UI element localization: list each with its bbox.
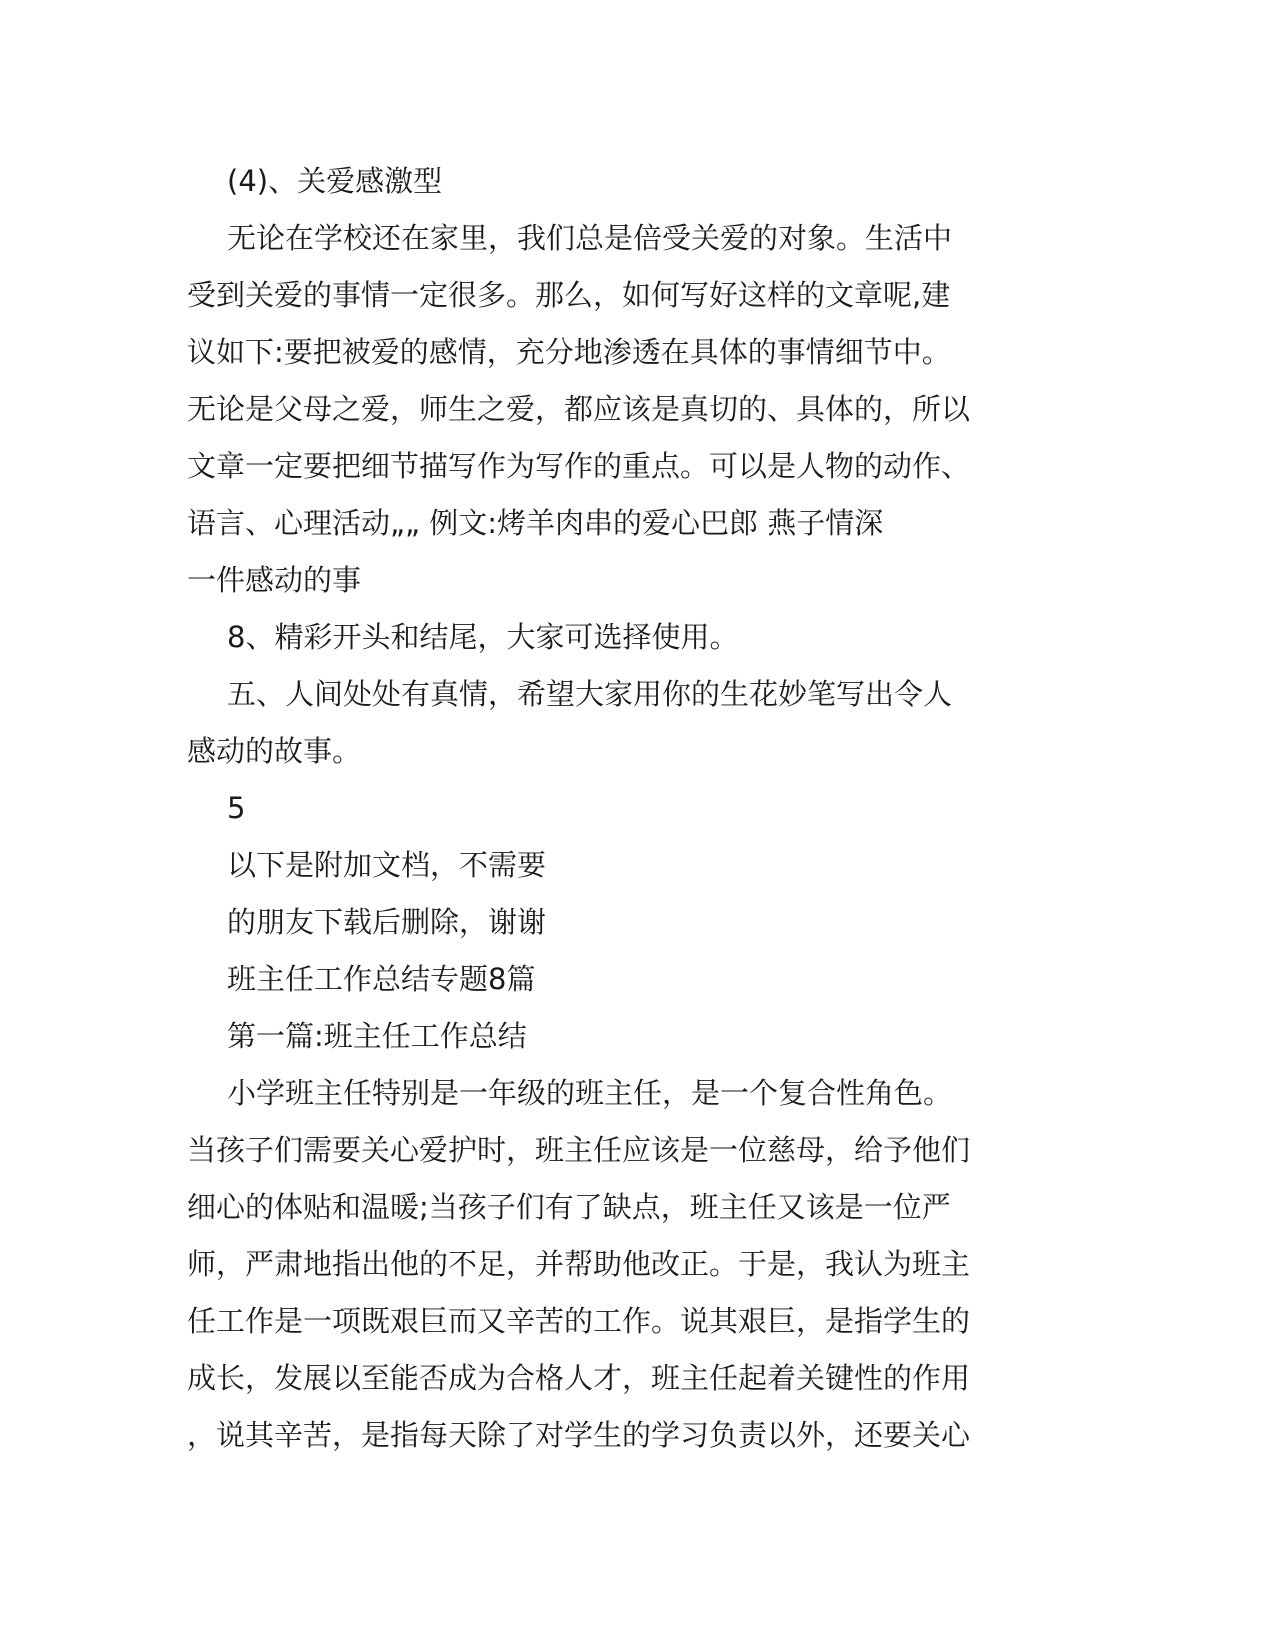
text-line: 一件感动的事 xyxy=(187,563,362,597)
text-line: 第一篇:班主任工作总结 xyxy=(227,1019,527,1053)
text-line: ，说其辛苦，是指每天除了对学生的学习负责以外，还要关心 xyxy=(187,1418,971,1452)
text-line: 成长，发展以至能否成为合格人才，班主任起着关键性的作用 xyxy=(187,1361,971,1395)
text-line: 无论是父母之爱，师生之爱，都应该是真切的、具体的，所以 xyxy=(187,392,971,426)
text-line: 当孩子们需要关心爱护时，班主任应该是一位慈母，给予他们 xyxy=(187,1133,971,1167)
text-line: 师，严肃地指出他的不足，并帮助他改正。于是，我认为班主 xyxy=(187,1247,971,1281)
text-line: 小学班主任特别是一年级的班主任，是一个复合性角色。 xyxy=(227,1076,953,1110)
text-line: 的朋友下载后删除，谢谢 xyxy=(227,905,547,939)
text-line: 无论在学校还在家里，我们总是倍受关爱的对象。生活中 xyxy=(227,221,953,255)
text-line: 五、人间处处有真情，希望大家用你的生花妙笔写出令人 xyxy=(227,677,953,711)
text-line: 8、精彩开头和结尾，大家可选择使用。 xyxy=(227,620,739,654)
text-line: (4)、关爱感激型 xyxy=(227,164,443,198)
text-line: 班主任工作总结专题8篇 xyxy=(227,962,536,996)
text-line: 以下是附加文档，不需要 xyxy=(227,848,547,882)
text-line: 细心的体贴和温暖;当孩子们有了缺点，班主任又该是一位严 xyxy=(187,1190,951,1224)
document-body xyxy=(187,153,1087,1464)
text-line: 语言、心理活动„„ 例文:烤羊肉串的爱心巴郎 燕子情深 xyxy=(187,506,884,540)
text-line: 5 xyxy=(227,791,246,825)
text-line: 受到关爱的事情一定很多。那么，如何写好这样的文章呢,建 xyxy=(187,278,951,312)
text-line: 任工作是一项既艰巨而又辛苦的工作。说其艰巨，是指学生的 xyxy=(187,1304,971,1338)
text-line: 文章一定要把细节描写作为写作的重点。可以是人物的动作、 xyxy=(187,449,971,483)
text-line: 议如下:要把被爱的感情，充分地渗透在具体的事情细节中。 xyxy=(187,335,951,369)
text-line: 感动的故事。 xyxy=(187,734,362,768)
